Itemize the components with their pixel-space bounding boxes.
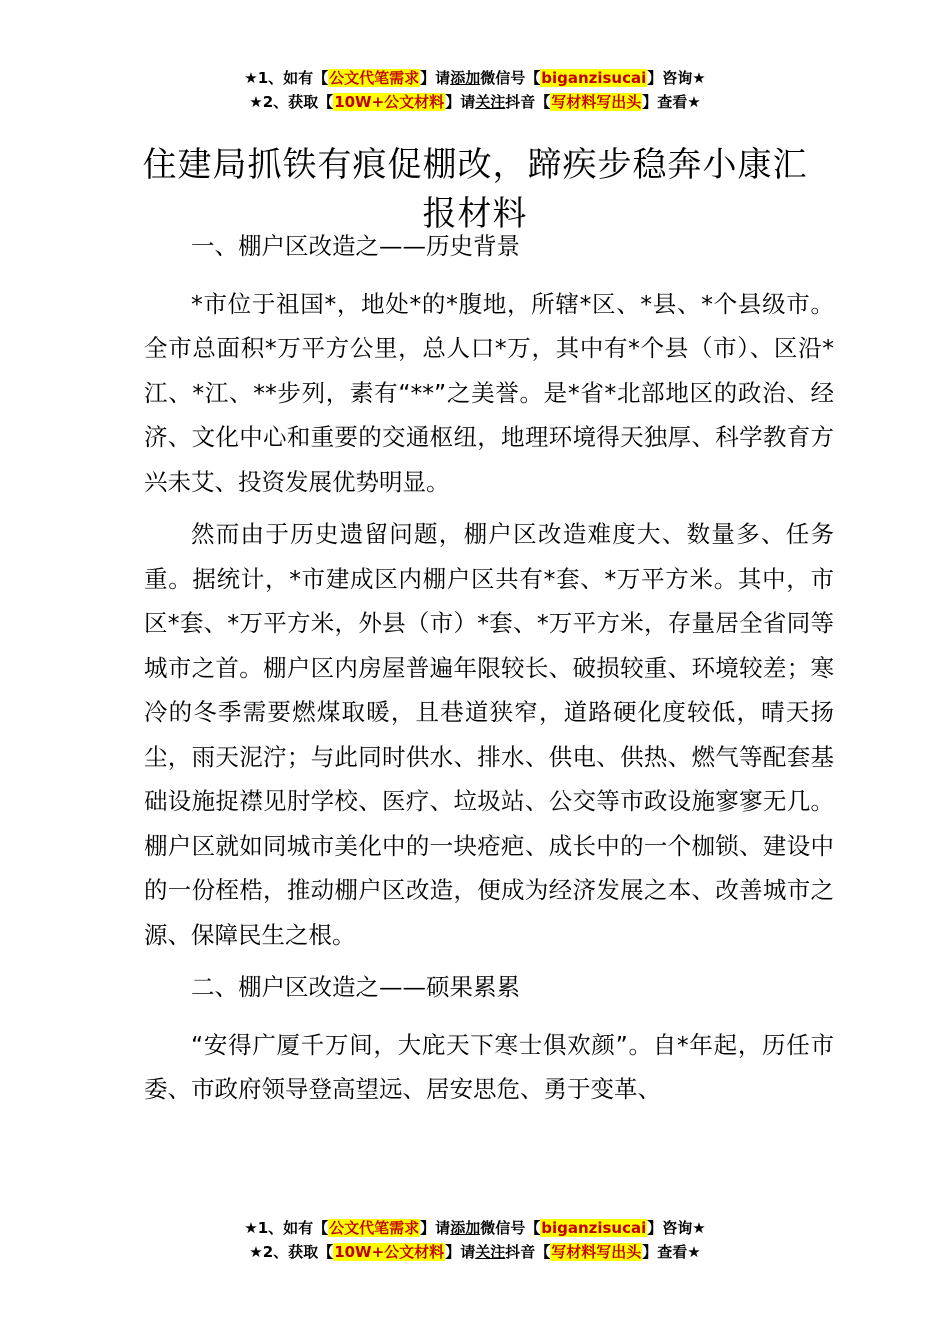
highlight-wechat-id: biganzisucai: [541, 69, 647, 87]
promo-text-underlined: 添加: [450, 1219, 481, 1237]
body-paragraph-3: “安得广厦千万间，大庇天下寒士俱欢颜”。自*年起，历任市委、市政府领导登高望远、居安思危、勇于变革、: [144, 1030, 834, 1103]
promo-text: 】请: [445, 93, 476, 111]
promo-text: 】查看★: [642, 93, 701, 111]
promo-line-1: [0, 1216, 950, 1240]
promo-text: ★2、获取【: [249, 93, 334, 111]
promo-text-underlined: 关注: [475, 93, 506, 111]
promo-line-2: [0, 90, 950, 114]
body-paragraph-1: *市位于祖国*，地处*的*腹地，所辖*区、*县、*个县级市。全市总面积*万平方公里，总人口*万，其中有*个县（市）、区沿*江、*江、**步列，素有“**”之美誉。是*省*北部地区的政治、经济、文化中心和重要的交通枢纽，地理环境得天独厚、科学教育方兴未艾、投资发展优势明显。: [144, 289, 834, 496]
promo-text: ★2、获取【: [249, 1243, 334, 1261]
promo-text-underlined: 关注: [475, 1243, 506, 1261]
highlight-service: 公文代笔需求: [329, 1219, 420, 1237]
section-heading-1: 一、棚户区改造之——历史背景: [191, 232, 520, 260]
highlight-douyin-account: 写材料写出头: [551, 93, 642, 111]
promo-text: 抖音【: [505, 93, 551, 111]
highlight-service: 公文代笔需求: [329, 69, 420, 87]
document-title: 住建局抓铁有痕促棚改，蹄疾步稳奔小康汇报材料: [142, 144, 808, 234]
promo-text: 微信号【: [480, 1219, 541, 1237]
promo-text: 】请: [420, 1219, 451, 1237]
promo-text-underlined: 添加: [450, 69, 481, 87]
promo-banner-bottom: [0, 1216, 950, 1264]
promo-banner-top: [0, 66, 950, 114]
highlight-materials: 10W+公文材料: [334, 93, 445, 111]
promo-text: 抖音【: [505, 1243, 551, 1261]
promo-text: 】查看★: [642, 1243, 701, 1261]
promo-text: 】咨询★: [647, 1219, 706, 1237]
section-heading-2: 二、棚户区改造之——硕果累累: [191, 973, 520, 1001]
promo-text: 】咨询★: [647, 69, 706, 87]
promo-text: ★1、如有【: [244, 69, 329, 87]
promo-text: ★1、如有【: [244, 1219, 329, 1237]
promo-text: 微信号【: [480, 69, 541, 87]
promo-text: 】请: [420, 69, 451, 87]
promo-line-1: [0, 66, 950, 90]
promo-text: 】请: [445, 1243, 476, 1261]
body-paragraph-2: 然而由于历史遗留问题，棚户区改造难度大、数量多、任务重。据统计，*市建成区内棚户区共有*套、*万平方米。其中，市区*套、*万平方米，外县（市）*套、*万平方米，存量居全省同等城市之首。棚户区内房屋普遍年限较长、破损较重、环境较差；寒冷的冬季需要燃煤取暖，且巷道狭窄，道路硬化度较低，晴天扬尘，雨天泥泞；与此同时供水、排水、供电、供热、燃气等配套基础设施捉襟见肘学校、医疗、垃圾站、公交等市政设施寥寥无几。棚户区就如同城市美化中的一块疮疤、成长中的一个枷锁、建设中的一份桎梏，推动棚户区改造，便成为经济发展之本、改善城市之源、保障民生之根。: [144, 520, 834, 949]
highlight-materials: 10W+公文材料: [334, 1243, 445, 1261]
highlight-douyin-account: 写材料写出头: [551, 1243, 642, 1261]
highlight-wechat-id: biganzisucai: [541, 1219, 647, 1237]
document-body: [144, 224, 834, 1120]
promo-line-2: [0, 1240, 950, 1264]
